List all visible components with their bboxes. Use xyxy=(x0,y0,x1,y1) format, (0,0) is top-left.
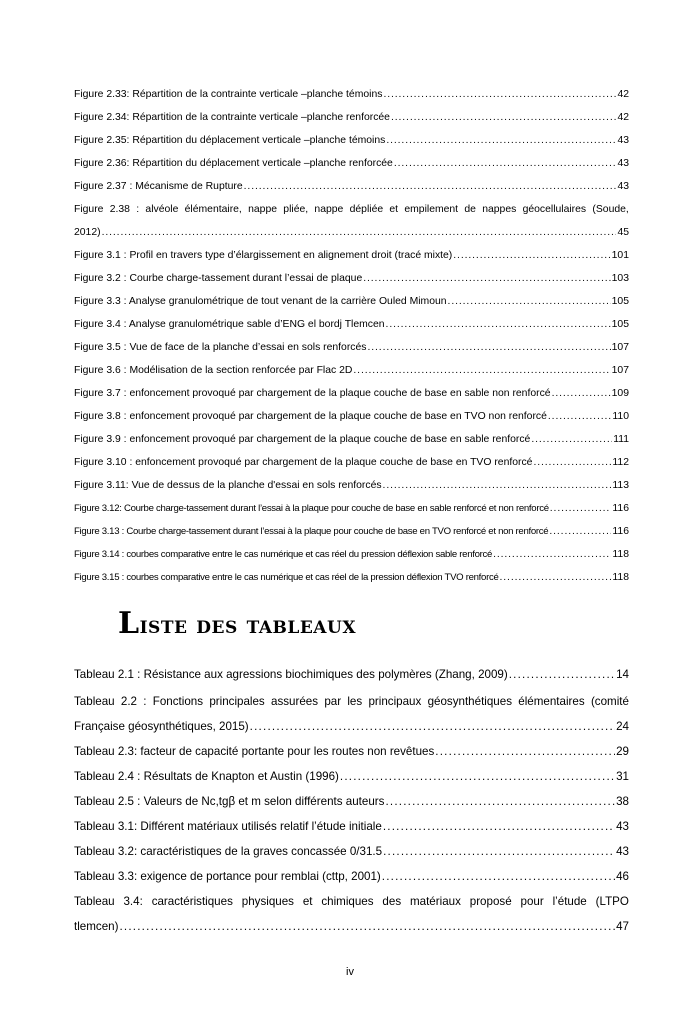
dot-leader xyxy=(500,572,612,583)
entry-title: Figure 2.36: Répartition du déplacement verticale –planche renforcée xyxy=(74,158,393,169)
toc-entry[interactable] xyxy=(74,411,629,425)
toc-entry-line2[interactable] xyxy=(74,920,629,936)
toc-entry[interactable] xyxy=(74,480,629,494)
word: Tableau xyxy=(74,695,115,708)
entry-title: Figure 2.34: Répartition de la contrainte verticale –planche renforcée xyxy=(74,112,390,123)
entry-title: Figure 3.8 : enfoncement provoqué par chargement de la plaque couche de base en TVO non renforcé xyxy=(74,411,547,422)
word: assurées xyxy=(271,695,319,708)
entry-page: 111 xyxy=(613,434,629,445)
dot-leader xyxy=(394,158,617,169)
toc-entry[interactable] xyxy=(74,795,629,811)
toc-entry-line2[interactable] xyxy=(74,227,629,241)
entry-title: Figure 3.3 : Analyse granulométrique de tout venant de la carrière Ouled Mimoun xyxy=(74,296,447,307)
toc-entry[interactable] xyxy=(74,572,629,586)
word: nappes xyxy=(482,204,517,215)
dot-leader xyxy=(382,870,615,883)
word: principaux xyxy=(368,695,422,708)
word: l’étude xyxy=(552,895,587,908)
toc-entry[interactable] xyxy=(74,668,629,684)
dot-leader xyxy=(531,434,612,445)
entry-page: 47 xyxy=(616,920,629,933)
entry-title: Figure 3.9 : enfoncement provoqué par chargement de la plaque couche de base en sable renforcé xyxy=(74,434,531,445)
dot-leader xyxy=(383,480,612,491)
entry-title: Figure 2.35: Répartition du déplacement verticale –planche témoins xyxy=(74,135,386,146)
toc-entry[interactable] xyxy=(74,388,629,402)
entry-title: Figure 3.15 : courbes comparative entre le cas numérique et cas réel de la pression déflexion TVO renforcé xyxy=(74,572,499,583)
word: 2.2 xyxy=(120,695,138,708)
entry-page: 42 xyxy=(617,112,629,123)
word: (LTPO xyxy=(595,895,629,908)
entry-page: 107 xyxy=(611,342,629,353)
toc-entry[interactable] xyxy=(74,296,629,310)
dot-leader xyxy=(244,181,617,192)
word: Figure xyxy=(74,204,104,215)
entry-page: 112 xyxy=(612,457,629,468)
toc-entry[interactable] xyxy=(74,870,629,886)
word: nappe xyxy=(314,204,344,215)
dot-leader xyxy=(383,89,616,100)
dot-leader xyxy=(509,668,615,681)
entry-page: 43 xyxy=(617,158,629,169)
dot-leader xyxy=(363,273,610,284)
entry-title: Figure 3.10 : enfoncement provoqué par chargement de la plaque couche de base en TVO renforcé xyxy=(74,457,533,468)
dot-leader xyxy=(386,135,616,146)
dot-leader xyxy=(340,770,615,783)
entry-page: 24 xyxy=(616,720,629,733)
toc-entry[interactable] xyxy=(74,526,629,540)
dot-leader xyxy=(493,549,611,560)
entry-page: 103 xyxy=(611,273,629,284)
dot-leader xyxy=(448,296,611,307)
entry-page: 29 xyxy=(616,745,629,758)
word: élémentaire, xyxy=(184,204,242,215)
entry-page: 45 xyxy=(617,227,629,238)
toc-entry[interactable] xyxy=(74,112,629,126)
toc-entry[interactable] xyxy=(74,549,629,563)
toc-entry-line1[interactable] xyxy=(74,895,629,911)
toc-entry[interactable] xyxy=(74,319,629,333)
word: matériaux xyxy=(409,895,461,908)
entry-page: 31 xyxy=(616,770,629,783)
dot-leader xyxy=(383,820,615,833)
entry-page: 113 xyxy=(612,480,629,491)
word: Tableau xyxy=(74,895,115,908)
dot-leader xyxy=(119,920,615,933)
entry-page: 43 xyxy=(617,181,629,192)
word: (Soude, xyxy=(592,204,629,215)
word: géosynthétiques xyxy=(427,695,513,708)
entry-title: Figure 2.37 : Mécanisme de Rupture xyxy=(74,181,243,192)
word: proposé xyxy=(469,895,512,908)
word: par xyxy=(324,695,342,708)
word: alvéole xyxy=(145,204,179,215)
entry-title: Figure 3.7 : enfoncement provoqué par chargement de la plaque couche de base en sable non renforcé xyxy=(74,388,551,399)
word: et xyxy=(302,895,313,908)
entry-title: Française géosynthétiques, 2015) xyxy=(74,720,249,733)
entry-page: 118 xyxy=(612,572,629,583)
entry-title: Tableau 3.2: caractéristiques de la graves concassée 0/31.5 xyxy=(74,845,383,858)
dot-leader xyxy=(250,720,615,733)
dot-leader xyxy=(453,250,610,261)
word: et xyxy=(389,204,399,215)
toc-entry-line1[interactable] xyxy=(74,695,629,711)
section-heading: Liste des tableaux xyxy=(118,606,357,641)
word: physiques xyxy=(241,895,294,908)
dot-leader xyxy=(435,745,615,758)
toc-entry[interactable] xyxy=(74,434,629,448)
word: principales xyxy=(209,695,265,708)
entry-title: 2012) xyxy=(74,227,101,238)
entry-page: 38 xyxy=(616,795,629,808)
toc-entry[interactable] xyxy=(74,181,629,195)
dot-leader xyxy=(367,342,610,353)
entry-title: Figure 3.4 : Analyse granulométrique sable d’ENG el bordj Tlemcen xyxy=(74,319,385,330)
dot-leader xyxy=(550,503,612,514)
dot-leader xyxy=(102,227,617,238)
entry-page: 43 xyxy=(616,845,629,858)
word: nappe xyxy=(248,204,278,215)
dot-leader xyxy=(391,112,616,123)
dot-leader xyxy=(549,526,611,537)
dot-leader xyxy=(548,411,612,422)
word: caractéristiques xyxy=(151,895,233,908)
word: pliée, xyxy=(283,204,309,215)
entry-title: Tableau 2.4 : Résultats de Knapton et Austin (1996) xyxy=(74,770,339,783)
word: de xyxy=(464,204,476,215)
entry-title: Tableau 3.1: Différent matériaux utilisés relatif l’étude initiale xyxy=(74,820,382,833)
entry-page: 109 xyxy=(611,388,629,399)
dot-leader xyxy=(353,365,610,376)
toc-entry-line2[interactable] xyxy=(74,720,629,736)
entry-title: Figure 3.13 : Courbe charge-tassement durant l’essai à la plaque pour couche de base en TVO renforcé et non renforcé xyxy=(74,526,549,537)
word: 2.38 xyxy=(109,204,130,215)
word: (comité xyxy=(590,695,629,708)
toc-entry[interactable] xyxy=(74,365,629,379)
entry-page: 43 xyxy=(617,135,629,146)
word: chimiques xyxy=(321,895,374,908)
word: Fonctions xyxy=(152,695,204,708)
toc-entry[interactable] xyxy=(74,135,629,149)
word: : xyxy=(136,204,140,215)
toc-entry-line1[interactable] xyxy=(74,204,629,218)
page-number: iv xyxy=(346,966,354,978)
word: 3.4: xyxy=(123,895,143,908)
toc-entry[interactable] xyxy=(74,820,629,836)
word: pour xyxy=(520,895,544,908)
toc-entry[interactable] xyxy=(74,158,629,172)
entry-page: 101 xyxy=(611,250,629,261)
toc-entry[interactable] xyxy=(74,845,629,861)
dot-leader xyxy=(533,457,611,468)
entry-title: Figure 3.1 : Profil en travers type d’élargissement en alignement droit (tracé mixte) xyxy=(74,250,453,261)
toc-entry[interactable] xyxy=(74,250,629,264)
entry-page: 116 xyxy=(612,526,629,537)
entry-page: 42 xyxy=(617,89,629,100)
toc-entry[interactable] xyxy=(74,89,629,103)
entry-title: tlemcen) xyxy=(74,920,119,933)
word: empilement xyxy=(404,204,459,215)
entry-title: Figure 3.14 : courbes comparative entre le cas numérique et cas réel du pression déflexion sable renforcé xyxy=(74,549,493,560)
entry-title: Figure 3.5 : Vue de face de la planche d’essai en sols renforcés xyxy=(74,342,367,353)
entry-page: 118 xyxy=(612,549,629,560)
entry-title: Tableau 2.1 : Résistance aux agressions biochimiques des polymères (Zhang, 2009) xyxy=(74,668,508,681)
entry-page: 107 xyxy=(611,365,629,376)
dot-leader xyxy=(385,795,615,808)
toc-entry[interactable] xyxy=(74,745,629,761)
word: : xyxy=(143,695,147,708)
entry-title: Tableau 3.3: exigence de portance pour remblai (cttp, 2001) xyxy=(74,870,381,883)
word: dépliée xyxy=(349,204,384,215)
entry-title: Figure 3.11: Vue de dessus de la planche d'essai en sols renforcés xyxy=(74,480,382,491)
toc-entry[interactable] xyxy=(74,457,629,471)
entry-title: Figure 2.33: Répartition de la contrainte verticale –planche témoins xyxy=(74,89,383,100)
entry-title: Figure 3.12: Courbe charge-tassement durant l’essai à la plaque pour couche de base en sable renforcé et non renforcé xyxy=(74,503,549,514)
dot-leader xyxy=(552,388,611,399)
entry-title: Figure 3.2 : Courbe charge-tassement durant l’essai de plaque xyxy=(74,273,363,284)
entry-page: 105 xyxy=(611,319,629,330)
dot-leader xyxy=(383,845,615,858)
entry-page: 14 xyxy=(616,668,629,681)
entry-title: Tableau 2.5 : Valeurs de Nc,tgβ et m selon différents auteurs xyxy=(74,795,385,808)
entry-title: Figure 3.6 : Modélisation de la section renforcée par Flac 2D xyxy=(74,365,353,376)
word: les xyxy=(347,695,363,708)
toc-entry[interactable] xyxy=(74,503,629,517)
toc-entry[interactable] xyxy=(74,342,629,356)
dot-leader xyxy=(386,319,611,330)
toc-entry[interactable] xyxy=(74,273,629,287)
entry-title: Tableau 2.3: facteur de capacité portante pour les routes non revêtues xyxy=(74,745,435,758)
entry-page: 43 xyxy=(616,820,629,833)
entry-page: 46 xyxy=(616,870,629,883)
word: élémentaires xyxy=(518,695,585,708)
entry-page: 116 xyxy=(612,503,629,514)
entry-page: 110 xyxy=(612,411,629,422)
toc-entry[interactable] xyxy=(74,770,629,786)
word: des xyxy=(382,895,402,908)
word: géocellulaires xyxy=(522,204,587,215)
entry-page: 105 xyxy=(611,296,629,307)
